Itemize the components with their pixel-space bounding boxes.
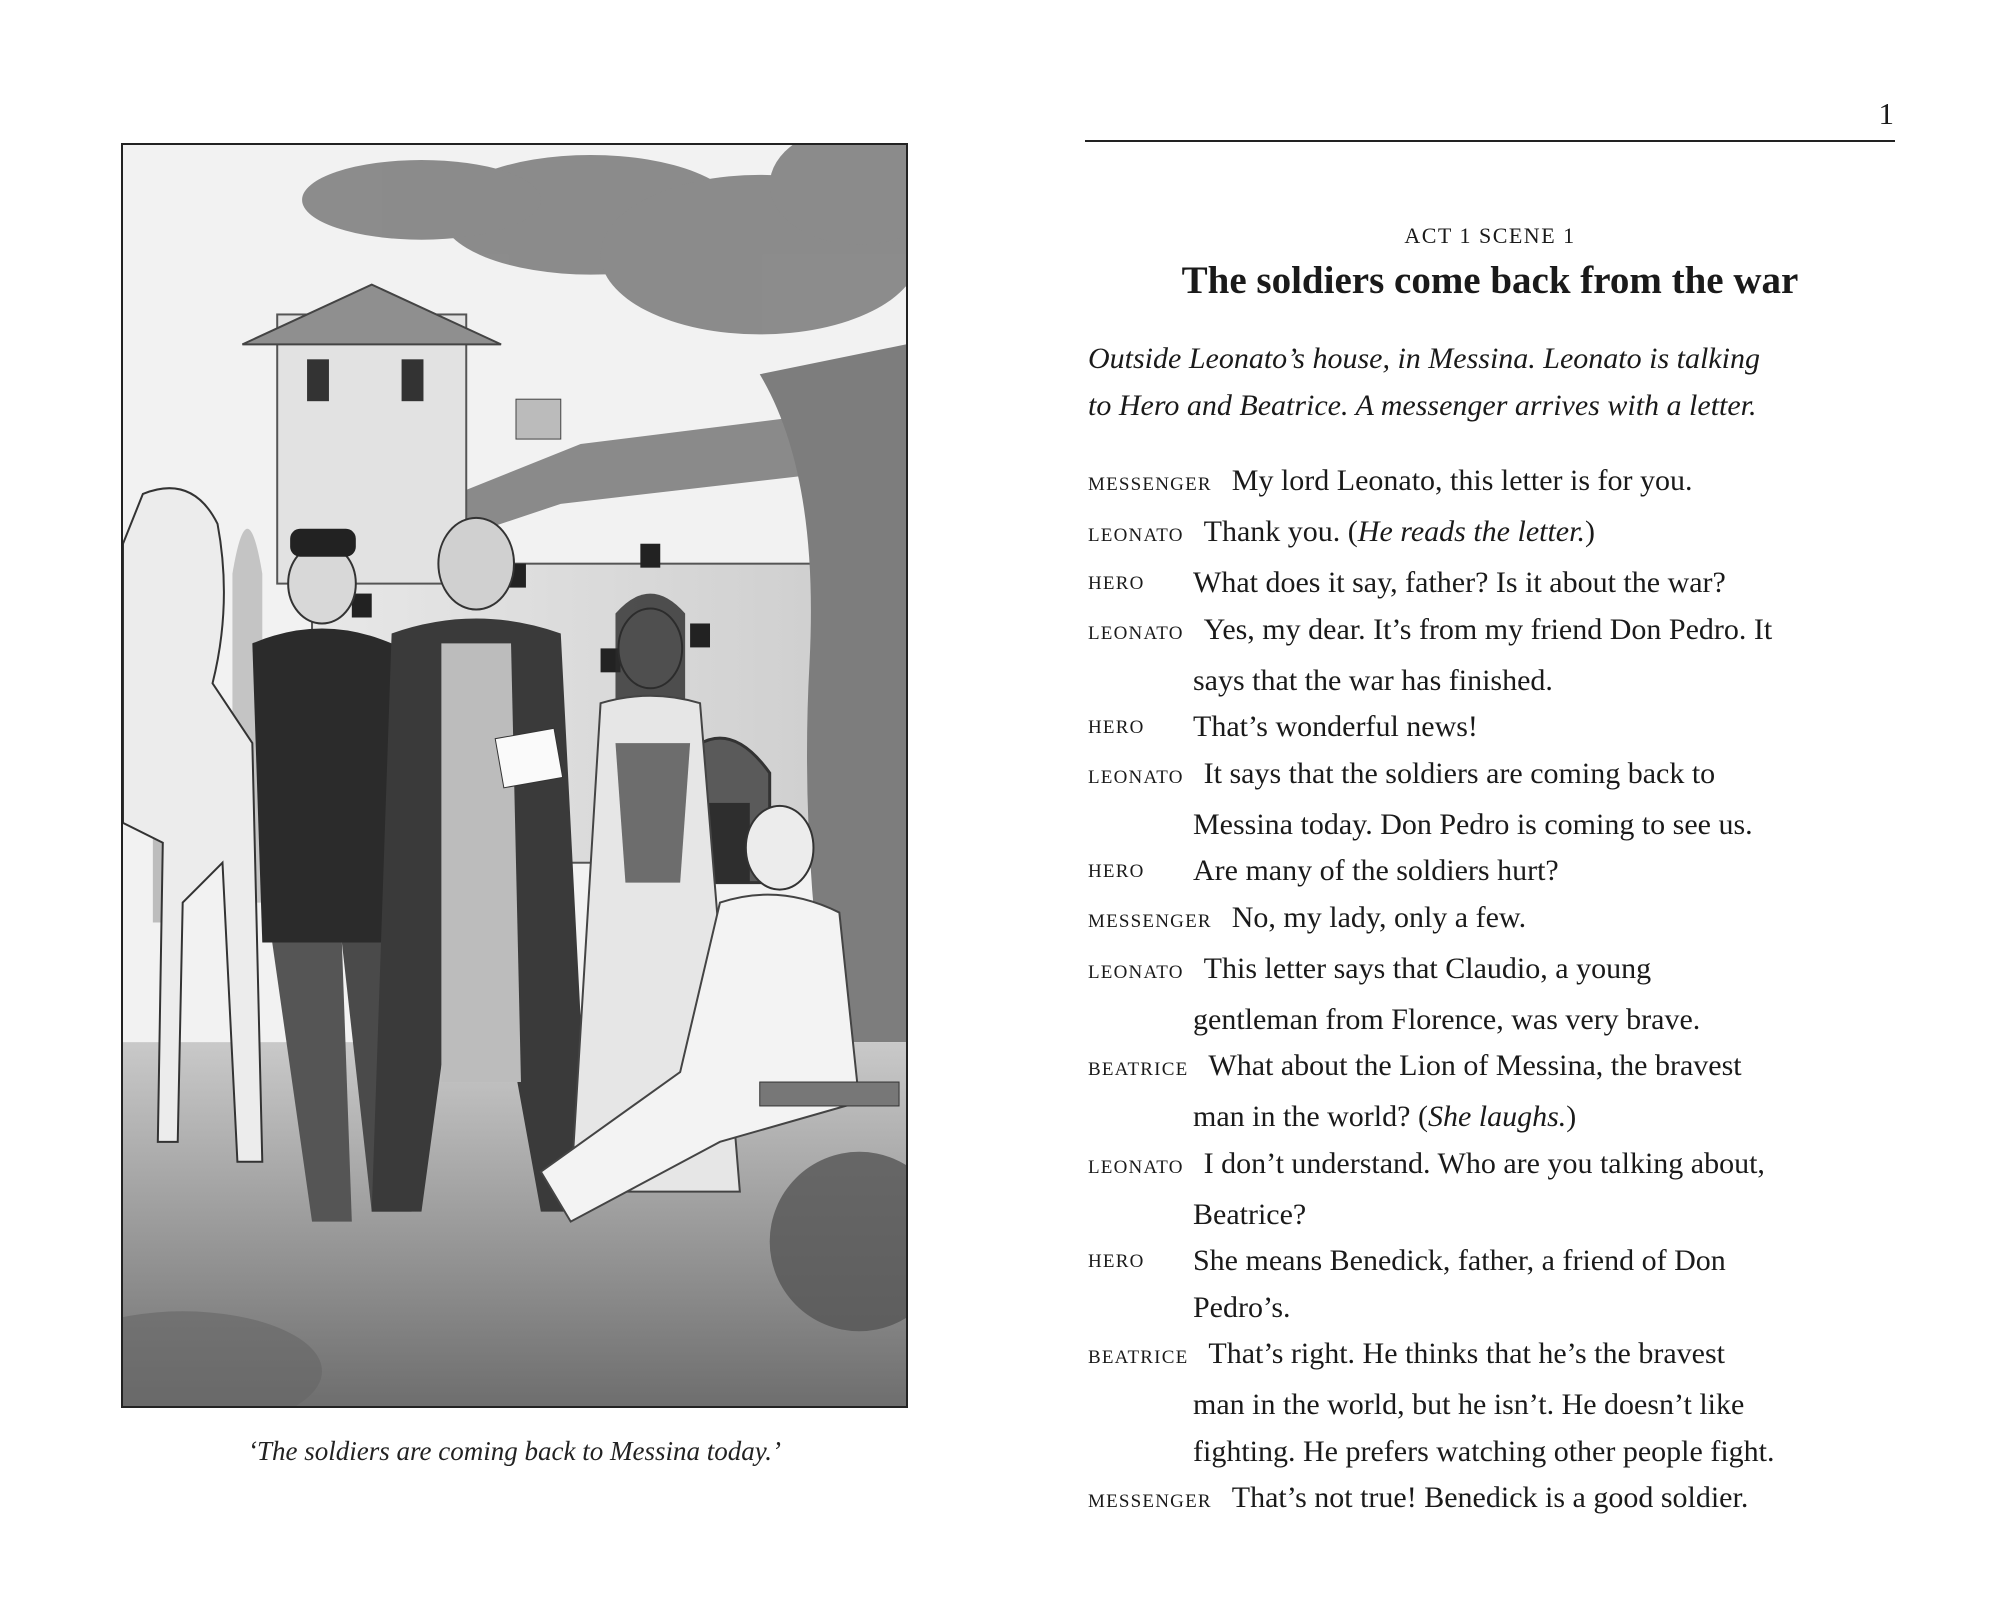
speaker-name: LEONATO bbox=[1088, 1156, 1184, 1178]
speech-line: gentleman from Florence, was very brave. bbox=[1193, 1002, 1701, 1036]
header-divider bbox=[1085, 140, 1895, 142]
speech-line: Yes, my dear. It’s from my friend Don Pedro. It bbox=[1203, 612, 1773, 646]
speech bbox=[1088, 946, 1898, 1044]
speaker-name: LEONATO bbox=[1088, 525, 1184, 546]
speech bbox=[1088, 560, 1898, 607]
speech-line bbox=[1088, 1094, 1898, 1141]
speech bbox=[1088, 607, 1898, 705]
speaker-name: LEONATO bbox=[1088, 766, 1184, 788]
speech-line: That’s not true! Benedick is a good soldier. bbox=[1231, 1481, 1749, 1514]
speech bbox=[1088, 1043, 1898, 1141]
scene-title: The soldiers come back from the war bbox=[1181, 259, 1799, 302]
illustration-caption: ‘The soldiers are coming back to Messina today.’ bbox=[248, 1436, 781, 1466]
speech-line: says that the war has finished. bbox=[1193, 663, 1553, 697]
speech-line: Beatrice? bbox=[1193, 1197, 1307, 1231]
speech bbox=[1088, 1475, 1898, 1526]
speech bbox=[1088, 1331, 1898, 1475]
speech-line: man in the world, but he isn’t. He doesn’t like bbox=[1193, 1388, 1745, 1421]
speech bbox=[1088, 848, 1898, 895]
speech bbox=[1088, 1141, 1898, 1239]
speech bbox=[1088, 704, 1898, 751]
speech-line: She means Benedick, father, a friend of Don bbox=[1193, 1244, 1726, 1277]
dialogue bbox=[1088, 458, 1898, 1526]
speech bbox=[1088, 751, 1898, 849]
speech-line: Messina today. Don Pedro is coming to see us. bbox=[1193, 807, 1753, 841]
speaker-name: MESSENGER bbox=[1088, 1491, 1212, 1512]
speech bbox=[1088, 509, 1898, 560]
speaker-name: HERO bbox=[1088, 1251, 1145, 1272]
page-number: 1 bbox=[1878, 96, 1894, 131]
speaker-name: HERO bbox=[1088, 861, 1145, 882]
stage-note: He reads the letter. bbox=[1357, 515, 1585, 548]
speech-line: What does it say, father? Is it about the war? bbox=[1193, 566, 1726, 599]
speaker-name: HERO bbox=[1088, 717, 1145, 738]
speech bbox=[1088, 1238, 1898, 1331]
speech-line: man in the world? ( bbox=[1193, 1100, 1428, 1133]
speaker-name: LEONATO bbox=[1088, 622, 1184, 644]
speaker-name: MESSENGER bbox=[1088, 474, 1212, 495]
stage-direction bbox=[1088, 335, 1898, 429]
speech-line: fighting. He prefers watching other people fight. bbox=[1193, 1434, 1775, 1468]
speech-line: ) bbox=[1566, 1100, 1577, 1133]
speech-line: No, my lady, only a few. bbox=[1231, 900, 1527, 934]
speech-line: This letter says that Claudio, a young bbox=[1203, 951, 1652, 985]
speech-line: That’s wonderful news! bbox=[1193, 710, 1478, 743]
stage-direction-line: Outside Leonato’s house, in Messina. Leonato is talking bbox=[1088, 342, 1760, 375]
speaker-name: HERO bbox=[1088, 573, 1145, 594]
act-scene-heading: ACT 1 SCENE 1 bbox=[1404, 223, 1576, 248]
speech-line: Are many of the soldiers hurt? bbox=[1193, 854, 1559, 887]
illustration bbox=[121, 143, 908, 1408]
speech-line: Thank you. ( bbox=[1203, 515, 1358, 548]
stage-note: She laughs. bbox=[1427, 1100, 1567, 1133]
speech bbox=[1088, 458, 1898, 509]
speaker-name: BEATRICE bbox=[1088, 1347, 1189, 1368]
speaker-name: MESSENGER bbox=[1088, 910, 1212, 932]
speech-line: What about the Lion of Messina, the bravest bbox=[1208, 1049, 1742, 1082]
speech-line: It says that the soldiers are coming back to bbox=[1203, 756, 1716, 790]
speech bbox=[1088, 895, 1898, 946]
stage-direction-line: to Hero and Beatrice. A messenger arrives with a letter. bbox=[1088, 389, 1757, 422]
speaker-name: LEONATO bbox=[1088, 961, 1184, 983]
speech-line: I don’t understand. Who are you talking about, bbox=[1203, 1146, 1765, 1180]
illustration-drawing bbox=[123, 145, 906, 1406]
speaker-name: BEATRICE bbox=[1088, 1059, 1189, 1080]
speech-line: My lord Leonato, this letter is for you. bbox=[1231, 464, 1693, 497]
speech-line: That’s right. He thinks that he’s the bravest bbox=[1208, 1337, 1725, 1370]
speech-line: Pedro’s. bbox=[1193, 1290, 1291, 1324]
speech-line: ) bbox=[1584, 515, 1595, 548]
